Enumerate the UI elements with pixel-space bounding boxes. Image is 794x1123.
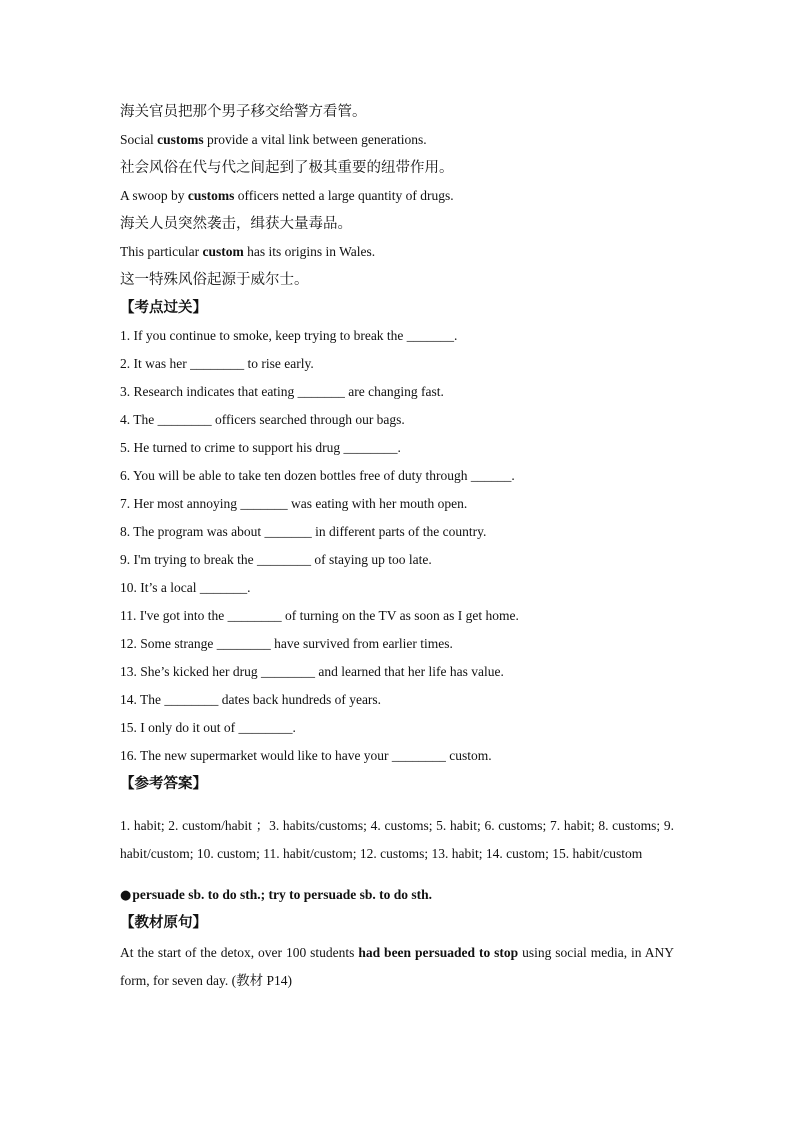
question-item: 9. I'm trying to break the ________ of staying up too late. (120, 552, 432, 567)
question-item: 12. Some strange ________ have survived from earlier times. (120, 636, 453, 651)
question-item: 4. The ________ officers searched through our bags. (120, 412, 405, 427)
question-item: 11. I've got into the ________ of turning on the TV as soon as I get home. (120, 608, 519, 623)
question-item: 7. Her most annoying _______ was eating with her mouth open. (120, 496, 468, 511)
usage-note-text: persuade sb. to do sth.; try to persuade sb. to do sth. (132, 887, 433, 902)
original-sentence (120, 939, 674, 995)
example-sentences (120, 98, 674, 294)
original-sentence-start: At the start of the detox, over 100 students (120, 945, 359, 960)
question-item: 8. The program was about _______ in different parts of the country. (120, 524, 487, 539)
example-text: has its origins in Wales. (243, 244, 376, 259)
question-item: 10. It’s a local _______. (120, 580, 251, 595)
example-keyword: custom (202, 244, 244, 259)
question-item: 13. She’s kicked her drug ________ and learned that her life has value. (120, 664, 504, 679)
usage-note (120, 881, 674, 909)
example-translation: 海关官员把那个男子移交给警方看管。 (120, 104, 367, 120)
original-sentence-end: using social media, in ANY form, for seven day. (教材 P14) (120, 945, 674, 988)
bullet-icon: ● (120, 888, 132, 903)
example-keyword: customs (157, 132, 204, 147)
example-sentence (120, 238, 674, 266)
answer-key: 1. habit; 2. custom/habit ；3. habits/customs; 4. customs; 5. habit; 6. customs; 7. habit; 8. customs; 9. habit/custom; 10. custom; 11. habit/custom; 12. customs; 13. habit; 14. custom; 15. habit/custom (120, 817, 674, 861)
original-sentence-highlight: had been persuaded to stop (358, 945, 519, 960)
example-sentence (120, 182, 674, 210)
example-text: Social (120, 132, 158, 147)
question-item: 6. You will be able to take ten dozen bottles free of duty through ______. (120, 468, 515, 483)
question-item: 14. The ________ dates back hundreds of years. (120, 692, 382, 707)
section-heading-original: 【教材原句】 (120, 915, 207, 931)
question-item: 2. It was her ________ to rise early. (120, 356, 314, 371)
question-item: 1. If you continue to smoke, keep trying to break the _______. (120, 328, 458, 343)
example-text: This particular (120, 244, 203, 259)
question-item: 15. I only do it out of ________. (120, 720, 296, 735)
example-text: officers netted a large quantity of drugs. (234, 188, 454, 203)
question-item: 5. He turned to crime to support his drug ________. (120, 440, 401, 455)
question-item: 16. The new supermarket would like to have your ________ custom. (120, 748, 492, 763)
example-translation: 社会风俗在代与代之间起到了极其重要的纽带作用。 (120, 160, 454, 176)
example-translation: 海关人员突然袭击，缉获大量毒品。 (120, 216, 352, 232)
example-text: provide a vital link between generations. (203, 132, 427, 147)
section-heading-answers: 【参考答案】 (120, 776, 207, 792)
example-keyword: customs (187, 188, 235, 203)
practice-questions (120, 322, 674, 770)
section-heading-practice: 【考点过关】 (120, 300, 207, 316)
document-page (120, 98, 674, 1009)
example-text: A swoop by (120, 188, 188, 203)
example-translation: 这一特殊风俗起源于威尔士。 (120, 272, 309, 288)
question-item: 3. Research indicates that eating _______ are changing fast. (120, 384, 444, 399)
example-sentence (120, 126, 674, 154)
